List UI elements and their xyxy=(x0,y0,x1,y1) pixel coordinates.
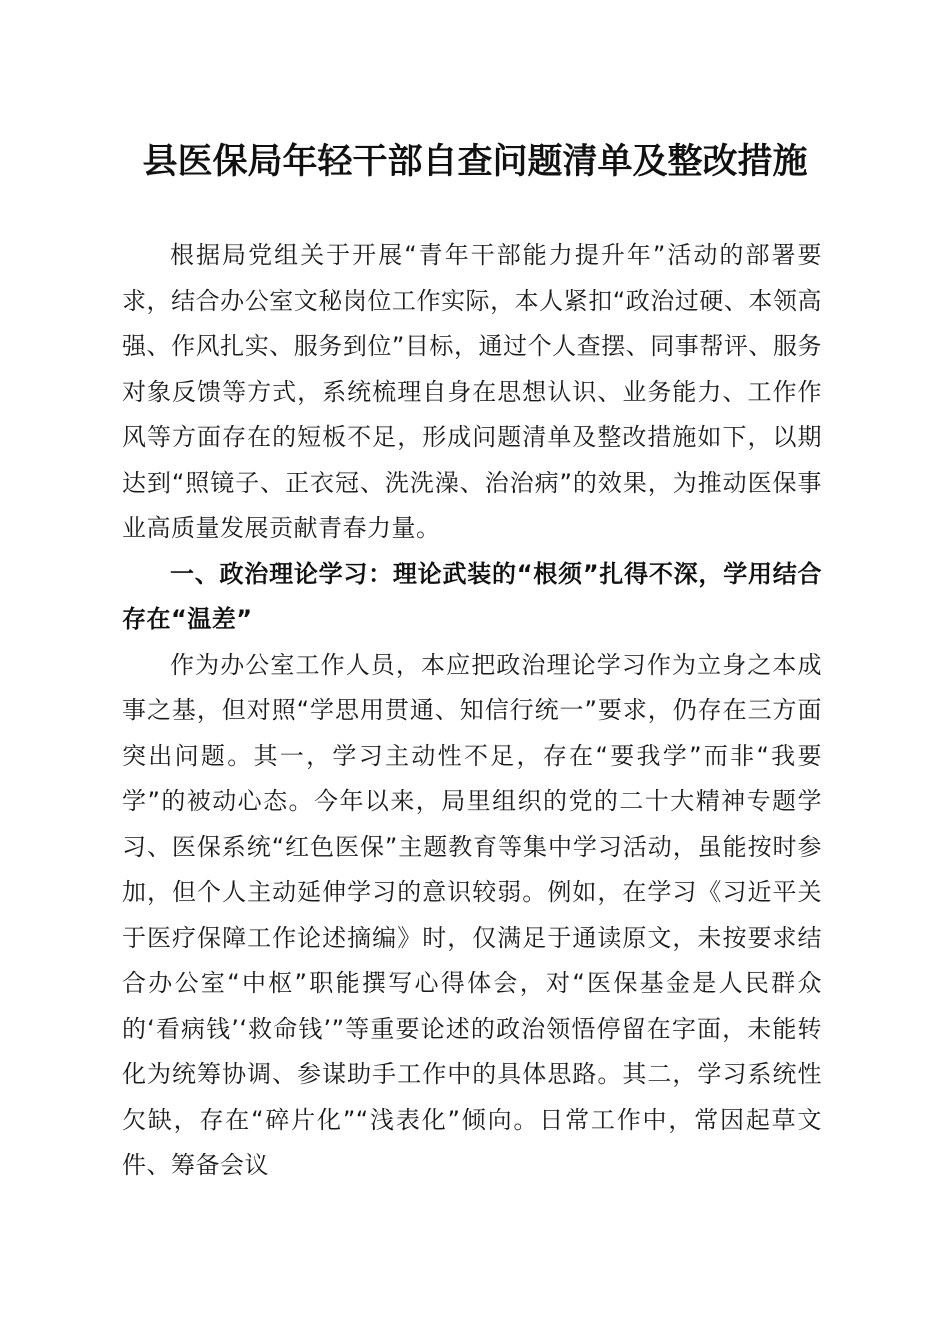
section-heading-1: 一、政治理论学习：理论武装的“根须”扎得不深，学用结合存在“温差” xyxy=(122,559,822,633)
document-body xyxy=(122,233,822,1189)
intro-paragraph: 根据局党组关于开展“青年干部能力提升年”活动的部署要求，结合办公室文秘岗位工作实际，本人紧扣“政治过硬、本领高强、作风扎实、服务到位”目标，通过个人查摆、同事帮评、服务对象反馈等方式，系统梳理自身在思想认识、业务能力、工作作风等方面存在的短板不足，形成问题清单及整改措施如下，以期达到“照镜子、正衣冠、洗洗澡、治治病”的效果，为推动医保事业高质量发展贡献青春力量。 xyxy=(122,241,822,542)
document-title: 县医保局年轻干部自查问题清单及整改措施 xyxy=(142,141,808,182)
section-body-1: 作为办公室工作人员，本应把政治理论学习作为立身之本成事之基，但对照“学思用贯通、知信行统一”要求，仍存在三方面突出问题。其一，学习主动性不足，存在“要我学”而非“我要学”的被动心态。今年以来，局里组织的党的二十大精神专题学习、医保系统“红色医保”主题教育等集中学习活动，虽能按时参加，但个人主动延伸学习的意识较弱。例如，在学习《习近平关于医疗保障工作论述摘编》时，仅满足于通读原文，未按要求结合办公室“中枢”职能撰写心得体会，对“医保基金是人民群众的‘看病钱’‘救命钱’”等重要论述的政治领悟停留在字面，未能转化为统筹协调、参谋助手工作中的具体思路。其二，学习系统性欠缺，存在“碎片化”“浅表化”倾向。日常工作中，常因起草文件、筹备会议 xyxy=(122,650,822,1179)
